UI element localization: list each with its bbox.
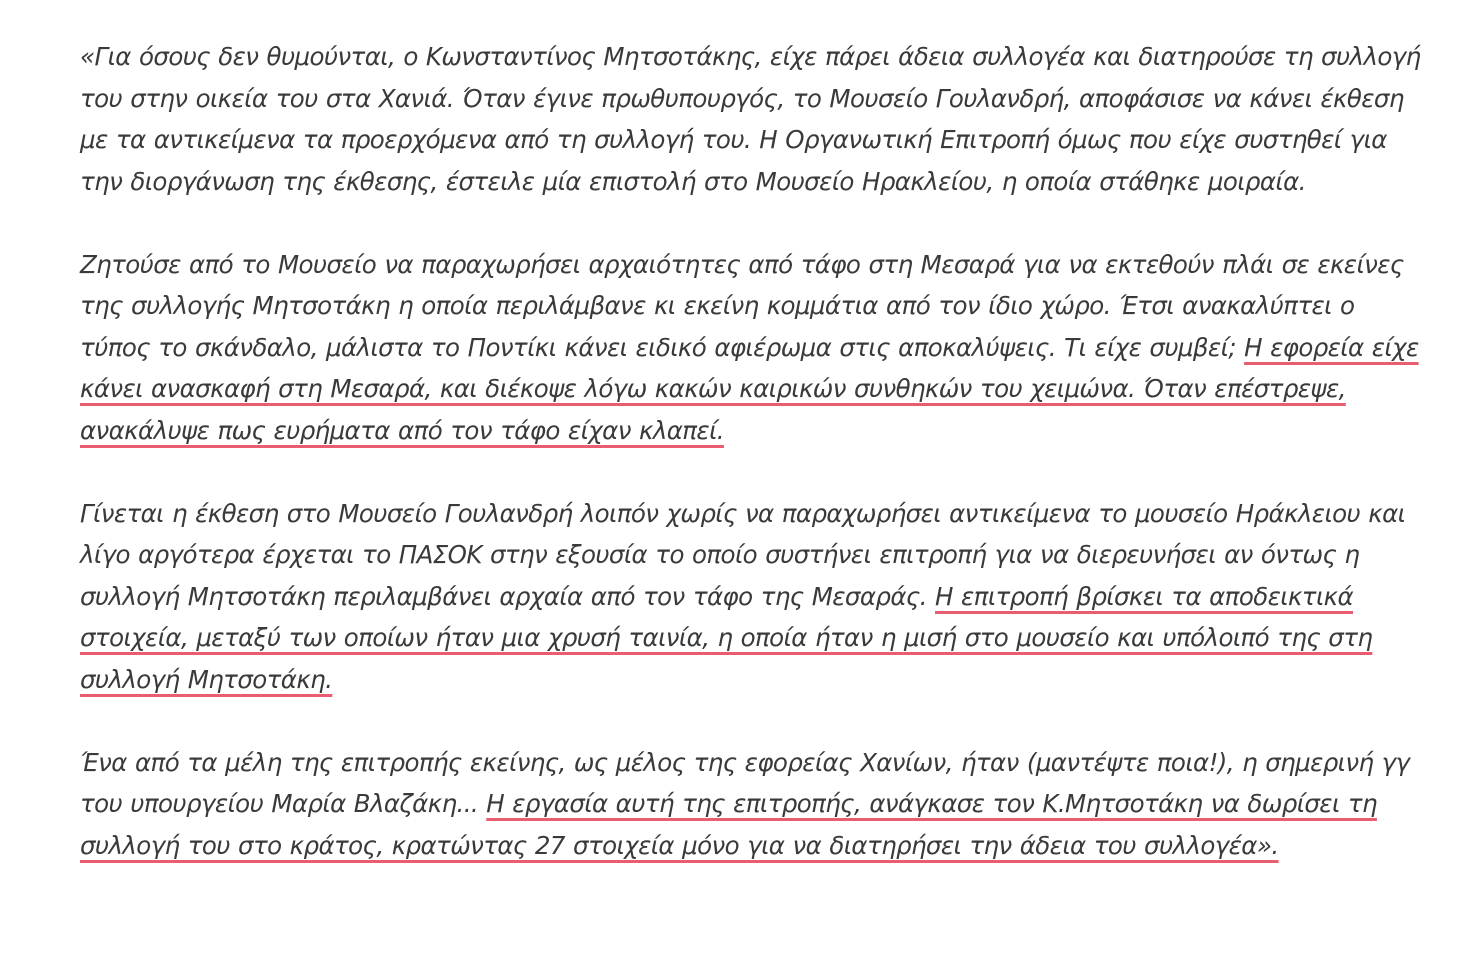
paragraph-3 — [80, 493, 1430, 701]
paragraph-4 — [80, 742, 1430, 867]
paragraph-text: Γίνεται η έκθεση στο Μουσείο Γουλανδρή λοιπόν χωρίς να παραχωρήσει αντικείμενα το μουσείο Ηράκλειου και λίγο αργότερα έρχεται το ΠΑΣΟΚ στην εξουσία το οποίο συστήνει επιτροπή για να διερευνήσει αν όντως η συλλογή Μητσοτάκη περιλαμβάνει αρχαία από τον τάφο της Μεσαράς. — [80, 498, 1406, 611]
paragraph-text: Ένα από τα μέλη της επιτροπής εκείνης, ως μέλος της εφορείας Χανίων, ήταν (μαντέψτε ποια!), η σημερινή γγ του υπουργείου Μαρία Βλαζάκη... — [80, 747, 1410, 818]
article-body — [80, 36, 1430, 908]
highlighted-text: Η εφορεία είχε κάνει ανασκαφή στη Μεσαρά, και διέκοψε λόγω κακών καιρικών συνθηκών του χειμώνα. Όταν επέστρεψε, ανακάλυψε πως ευρήματα από τον τάφο είχαν κλαπεί. — [80, 332, 1419, 445]
paragraph-1 — [80, 36, 1430, 202]
highlighted-text: Η επιτροπή βρίσκει τα αποδεικτικά στοιχεία, μεταξύ των οποίων ήταν μια χρυσή ταινία, η οποία ήταν η μισή στο μουσείο και υπόλοιπό της στη συλλογή Μητσοτάκη. — [80, 581, 1373, 694]
paragraph-text: «Για όσους δεν θυμούνται, ο Κωνσταντίνος Μητσοτάκης, είχε πάρει άδεια συλλογέα και διατηρούσε τη συλλογή του στην οικεία του στα Χανιά. Όταν έγινε πρωθυπουργός, το Μουσείο Γουλανδρή, αποφάσισε να κάνει έκθεση με τα αντικείμενα τα προερχόμενα από τη συλλογή του. Η Οργανωτική Επιτροπή όμως που είχε συστηθεί για την διοργάνωση της έκθεσης, έστειλε μία επιστολή στο Μουσείο Ηρακλείου, η οποία στάθηκε μοιραία. — [80, 42, 1421, 196]
paragraph-text: Ζητούσε από το Μουσείο να παραχωρήσει αρχαιότητες από τάφο στη Μεσαρά για να εκτεθούν πλάι σε εκείνες της συλλογής Μητσοτάκη η οποία περιλάμβανε κι εκείνη κομμάτια από τον ίδιο χώρο. Έτσι ανακαλύπτει ο τύπος το σκάνδαλο, μάλιστα το Ποντίκι κάνει ειδικό αφιέρωμα στις αποκαλύψεις. Τι είχε συμβεί; — [80, 249, 1404, 362]
paragraph-2 — [80, 244, 1430, 452]
highlighted-text: Η εργασία αυτή της επιτροπής, ανάγκασε τον Κ.Μητσοτάκη να δωρίσει τη συλλογή του στο κράτος, κρατώντας 27 στοιχεία μόνο για να διατηρήσει την άδεια του συλλογέα». — [80, 789, 1377, 860]
